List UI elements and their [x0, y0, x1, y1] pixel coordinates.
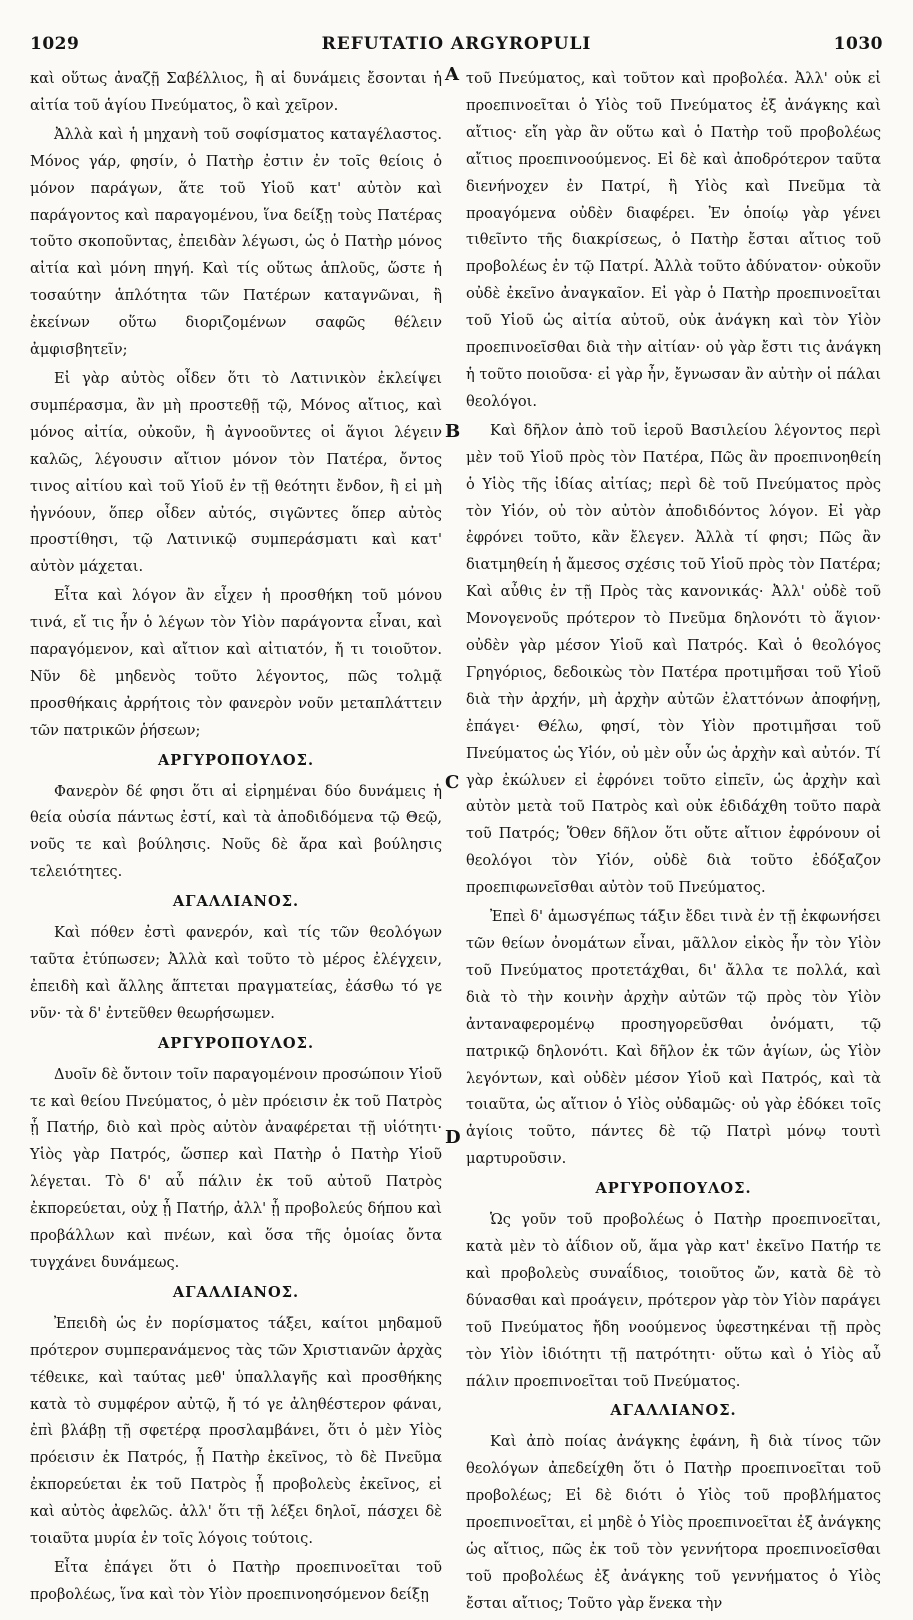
speaker-heading: ΑΡΓΥΡΟΠΟΥΛΟΣ. — [595, 1180, 752, 1198]
speaker-heading: ΑΓΑΛΛΙΑΝΟΣ. — [172, 1283, 300, 1301]
paragraph: Ἀλλὰ καὶ ἡ μηχανὴ τοῦ σοφίσματος καταγέλαστος. Μόνος γάρ, φησίν, ὁ Πατὴρ ἐστιν ἐν τοῖς θείοις ὁ μόνον παράγων, ἅτε τοῦ Υἱοῦ κατ' αὐτὸν καὶ παράγοντος καὶ παραγομένου, ἵνα δείξῃ τοὺς Πατέρας τοῦτο σκοποῦντας, ἐπειδὰν λέγωσι, ὡς ὁ Πατὴρ μόνος αἰτία καὶ μόνη πηγή. Καὶ τίς οὕτως ἁπλοῦς, ὥστε ἡ τοσαύτην ἁπλότητα τῶν Πατέρων καταγνῶναι, ἢ ἐκείνων οὕτω διοριζομένων σαφῶς θέλειν ἀμφισβητεῖν; — [30, 125, 442, 359]
paragraph: καὶ οὕτως ἀναζῇ Σαβέλλιος, ἢ αἱ δυνάμεις ἔσονται ἡ αἰτία τοῦ ἁγίου Πνεύματος, ὃ καὶ χεῖρον. — [30, 70, 442, 114]
speaker-heading: ΑΓΑΛΛΙΑΝΟΣ. — [610, 1402, 737, 1420]
paragraph: Εἶτα ἐπάγει ὅτι ὁ Πατὴρ προεπινοεῖται τοῦ προβολέως, ἵνα καὶ τὸν Υἱὸν προεπινοησόμενον δείξῃ — [30, 1558, 442, 1603]
speaker-heading: ΑΡΓΥΡΟΠΟΥΛΟΣ. — [157, 1034, 315, 1052]
paragraph: Καὶ ἀπὸ ποίας ἀνάγκης ἐφάνη, ἢ διὰ τίνος τῶν θεολόγων ἀπεδείχθη ὅτι ὁ Πατὴρ προεπινοεῖται τοῦ προβολέως; Εἰ δὲ διότι ὁ Υἱὸς τοῦ προβλήματος προεπινοεῖται, εἰ μηδὲ ὁ Υἱὸς προεπινοεῖται ἐξ ἀνάγκης ὡς αἴτιος, πῶς ἐκ τοῦ τὸν γεννήτορα προεπινοεῖσθαι τοῦ προβολέως ἐξ ἀνάγκης τοῦ γεννήματος ὁ Υἱὸς ἔσται αἴτιος; Τοῦτο γὰρ ἕνεκα τὴν — [466, 1433, 881, 1612]
left-column — [30, 66, 442, 1611]
paragraph: Δυοῖν δὲ ὄντοιν τοῖν παραγομένοιν προσώποιν Υἱοῦ τε καὶ θείου Πνεύματος, ὁ μὲν πρόεισιν ἐκ τοῦ Πατρὸς ᾗ Πατήρ, διὸ καὶ πρὸς αὐτὸν ἀναφέρεται τῇ υἱότητι· Υἱὸς γὰρ Πατρός, ὥσπερ καὶ Πατὴρ ὁ Πατὴρ Υἱοῦ λέγεται. Τὸ δ' αὖ πάλιν ἐκ τοῦ αὐτοῦ Πατρὸς ἐκπορεύεται, οὐχ ᾗ Πατήρ, ἀλλ' ᾗ προβολεύς δήπου καὶ προβάλλων καὶ πνέων, καὶ ὅσα τῆς ὁμοίας ὄντα τυγχάνει δυνάμεως. — [30, 1065, 442, 1271]
margin-letter-d: D — [445, 1127, 461, 1148]
paragraph: Φανερὸν δέ φησι ὅτι αἱ εἰρημέναι δύο δυνάμεις ἡ θεία οὐσία πάντως ἐστί, καὶ τὰ ἀποδιδόμενα τῷ Θεῷ, νοῦς τε καὶ βούλησις. Νοῦς δὲ ἄρα καὶ βούλησις τελειότητες. — [30, 782, 442, 881]
page-header — [30, 34, 883, 58]
paragraph: Ἐπεὶ δ' ἁμωσγέπως τάξιν ἔδει τινὰ ἐν τῇ ἐκφωνήσει τῶν θείων ὀνομάτων εἶναι, μᾶλλον εἰκὸς ἦν τὸν Υἱὸν τοῦ Πνεύματος προτετάχθαι, δι' ἄλλα τε πολλά, καὶ διὰ τὸ τὴν κοινὴν ἀρχὴν αὐτῶν τῷ πρὸς τὸν Υἱὸν ἀνταναφερομένῳ προσηγορεῦσθαι ὀνόματι, τῷ πατρικῷ δηλονότι. Καὶ δῆλον ἐκ τῶν ἁγίων, ὡς Υἱὸν λεγόντων, καὶ οὐδὲν μέσον Υἱοῦ καὶ Πατρός, καὶ τὰ τοιαῦτα, ὡς αἴτιον ὁ Υἱὸς οὐδαμῶς· οὐ γὰρ ἐδόκει τοῖς ἁγίοις τοῦτο, πάντες δὲ τῷ Πατρὶ μόνῳ τουτὶ μαρτυροῦσιν. — [466, 908, 881, 1168]
paragraph: Ἐπειδὴ ὡς ἐν πορίσματος τάξει, καίτοι μηδαμοῦ πρότερον συμπερανάμενος τὰς τῶν Χριστιανῶν ἀρχὰς τέθεικε, καὶ ταύτας μεθ' ὑπαλλαγῆς καὶ προσθήκης κατὰ τὸ συμφέρον αὐτῷ, ἤ τό γε ἀληθέστερον φάναι, ἐπὶ βλάβῃ τῇ σφετέρᾳ προσλαμβάνει, ὅτι ὁ μὲν Υἱὸς πρόεισιν ἐκ Πατρός, ᾗ Πατὴρ ἐκεῖνος, τὸ δὲ Πνεῦμα ἐκπορεύεται ἐκ τοῦ Πατρὸς ᾗ προβολεὺς ἐκεῖνος, εἰ καὶ αὐτὸς ἀφελῶς. ἀλλ' ὅτι τῇ λέξει δηλοῖ, πάσχει δὲ τοιαῦτα μυρία ἐν τοῖς λόγοις τούτοις. — [30, 1314, 442, 1548]
margin-letter-a: A — [445, 64, 459, 85]
speaker-heading: ΑΡΓΥΡΟΠΟΥΛΟΣ. — [157, 751, 315, 769]
right-page-number: 1030 — [833, 34, 883, 54]
right-column — [466, 66, 881, 1620]
paragraph: τοῦ Πνεύματος, καὶ τοῦτον καὶ προβολέα. Ἀλλ' οὐκ εἰ προεπινοεῖται ὁ Υἱὸς τοῦ Πνεύματος ἐξ ἀνάγκης καὶ αἴτιος· εἴη γὰρ ἂν οὕτω καὶ ὁ Πατὴρ τοῦ προβολέως αἴτιος προεπινοούμενος. Εἰ δὲ καὶ ἀποδρότερον ταῦτα διενήνοχεν ἐν Πατρί, ἢ Υἱὸς καὶ Πνεῦμα τὰ προαγόμενα οὐδὲν διαφέρει. Ἐν ὁποίῳ γὰρ γένει τιθεῖντο τῆς διακρίσεως, ὁ Πατὴρ ἔσται αἴτιος τοῦ προβολέως ἐν τῷ Πατρί. Ἀλλὰ τοῦτο ἀδύνατον· οὐκοῦν οὐδὲ ἐκεῖνο ἀναγκαῖον. Εἰ γὰρ ὁ Πατὴρ προεπινοεῖται τοῦ Υἱοῦ ὡς αἰτία αὐτοῦ, οὐκ ἀνάγκη καὶ τὸν Υἱὸν προεπινοεῖσθαι διὰ τὴν αἰτίαν· οὐ γὰρ ἔστι τις ἀνάγκη ἡ τοῦτο ποιοῦσα· εἰ γὰρ ἦν, ἔγνωσαν ἂν αὐτὴν οἱ πάλαι θεολόγοι. — [466, 70, 881, 410]
paragraph: Εἰ γὰρ αὐτὸς οἶδεν ὅτι τὸ Λατινικὸν ἐκλείψει συμπέρασμα, ἂν μὴ προστεθῇ τῷ, Μόνος αἴτιος, καὶ μόνος αἰτία, οὐκοῦν, ἢ ἀγνοοῦντες οἱ ἅγιοι λέγειν καλῶς, λέγουσιν αἴτιον μόνον τὸν Πατέρα, ὄντος τινος αἰτίου καὶ τοῦ Υἱοῦ ἐν τῇ θεότητι ἔνδον, ἢ εἰ μὴ ἠγνόουν, ὅπερ οἶδεν αὐτός, σιγῶντες ὅπερ αὐτὸς προστίθησι, τῷ Λατινικῷ συμπεράσματι καὶ κατ' αὐτὸν μάχεται. — [30, 369, 442, 576]
paragraph: Καὶ δῆλον ἀπὸ τοῦ ἱεροῦ Βασιλείου λέγοντος περὶ μὲν τοῦ Υἱοῦ πρὸς τὸν Πατέρα, Πῶς ἂν προεπινοηθείη ὁ Υἱὸς τῆς ἰδίας αἰτίας; περὶ δὲ τοῦ Πνεύματος πρὸς τὸν Υἱόν, οὐ τὸν αὐτὸν ἀποδιδόντος λόγον. Εἰ γὰρ ἐφρόνει τοῦτο, κἂν ἔλεγεν. Ἀλλὰ τί φησι; Πῶς ἂν διατμηθείη ἡ ἄμεσος σχέσις τοῦ Υἱοῦ πρὸς τὸν Πατέρα; Καὶ αὖθις ἐν τῇ Πρὸς τὰς κανονικάς· Ἀλλ' οὐδὲ τοῦ Μονογενοῦς πρότερον τὸ Πνεῦμα δηλονότι τὸ ἅγιον· οὐδὲν γὰρ μέσον Υἱοῦ καὶ Πατρός. Καὶ ὁ θεολόγος Γρηγόριος, δεδοικὼς τὸν Πατέρα προτιμῆσαι τοῦ Υἱοῦ διὰ τὴν ἀρχήν, μὴ ἀρχὴν αὐτῶν ἐλαττόνων ἀποφήνῃ, ἐπάγει· Θέλω, φησί, τὸν Υἱὸν προτιμῆσαι τοῦ Πνεύματος ὡς Υἱόν, οὐ μὲν οὖν ὡς ἀρχὴν καὶ αὐτόν. Τί γὰρ ἐκώλυεν εἰ ἐφρόνει τοῦτο εἰπεῖν, ὡς ἀρχὴν καὶ αὐτὸν μετὰ τοῦ Πατρὸς καὶ οὐκ ἐδιδάχθη τοῦτο παρὰ τοῦ Πατρός; Ὅθεν δῆλον ὅτι οὔτε αἴτιον ἐφρόνουν οἱ θεολόγοι τὸν Υἱόν, οὐδὲ διὰ τοῦτο ἐδόξαζον προεπιφωνεῖσθαι αὐτὸν τοῦ Πνεύματος. — [466, 421, 881, 897]
running-title: REFUTATIO ARGYROPULI — [321, 34, 592, 54]
margin-letter-b: B — [445, 421, 461, 442]
left-page-number: 1029 — [30, 34, 80, 54]
paragraph: Ὡς γοῦν τοῦ προβολέως ὁ Πατὴρ προεπινοεῖται, κατὰ μὲν τὸ ἀΐδιον οὔ, ἅμα γὰρ κατ' ἐκεῖνο Πατήρ τε καὶ προβολεὺς συναΐδιος, τοιοῦτος ὤν, κατὰ δὲ τὸ δύνασθαι καὶ προάγειν, πρότερον γὰρ τὸν Υἱὸν παράγει τοῦ Πνεύματος ἤδη νοούμενος ὑφεστηκέναι τῇ πρὸς τὸν Υἱὸν ἰδιότητι τῇ πατρότητι· οὕτω καὶ ὁ Υἱὸς αὖ πάλιν προεπινοεῖται τοῦ Πνεύματος. — [466, 1211, 881, 1390]
speaker-heading: ΑΓΑΛΛΙΑΝΟΣ. — [172, 893, 300, 911]
paragraph: Καὶ πόθεν ἐστὶ φανερόν, καὶ τίς τῶν θεολόγων ταῦτα ἐτύπωσεν; Ἀλλὰ καὶ τοῦτο τὸ μέρος ἐλέγχειν, ἐπειδὴ καὶ ἄλλης ἅπτεται πραγματείας, ἐάσθω τό γε νῦν· τὰ δ' ἐντεῦθεν θεωρήσωμεν. — [30, 924, 442, 1022]
margin-letter-c: C — [445, 772, 460, 793]
paragraph: Εἶτα καὶ λόγον ἂν εἶχεν ἡ προσθήκη τοῦ μόνου τινά, εἴ τις ἦν ὁ λέγων τὸν Υἱὸν παράγοντα εἶναι, καὶ παραγόμενον, καὶ αἴτιον καὶ αἰτιατόν, ἤ τι τοιοῦτον. Νῦν δὲ μηδενὸς τοῦτο λέγοντος, πῶς τολμᾷ προσθήκαις ἀρρήτοις τὸν φανερὸν νοῦν μεταπλάττειν τῶν πατρικῶν ῥήσεων; — [30, 587, 442, 739]
